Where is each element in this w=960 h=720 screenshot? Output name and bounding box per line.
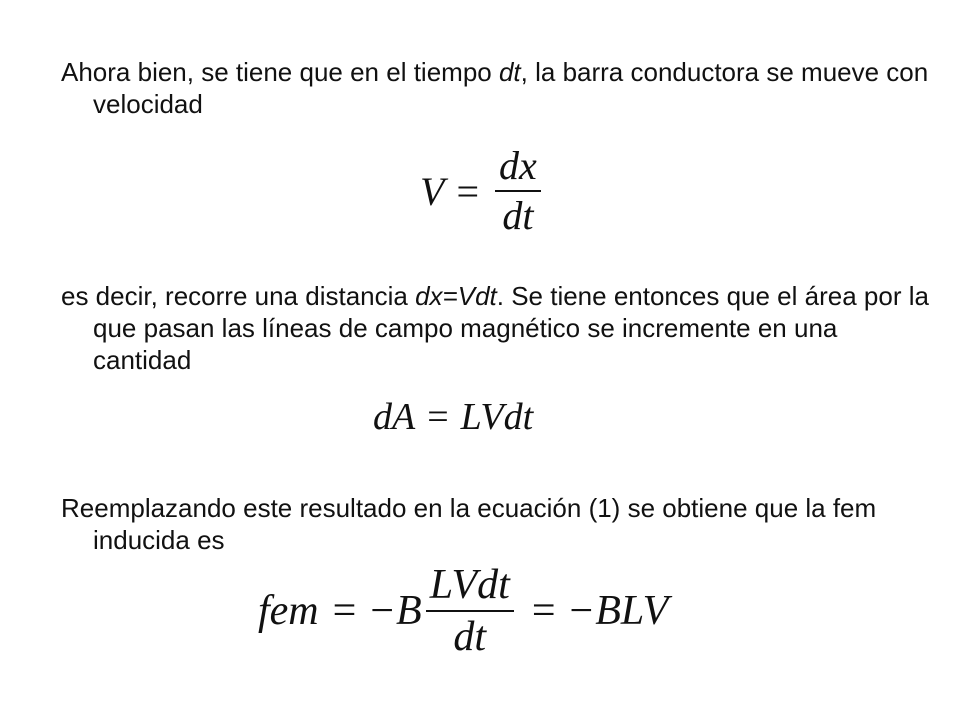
equation-coefficient: B — [396, 588, 422, 634]
equation-emf — [258, 560, 668, 662]
paragraph-text: Reemplazando este resultado en la ecuación (1) se obtiene que la fem inducida es — [61, 493, 877, 555]
paragraph-velocity-intro — [61, 56, 933, 120]
paragraph-text: es decir, recorre una distancia — [61, 281, 416, 311]
equals-sign: = — [456, 168, 479, 214]
equation-rhs: LVdt — [460, 396, 534, 438]
fraction-numerator: dx — [499, 143, 537, 188]
equation-lhs: fem — [258, 588, 319, 634]
equation-area — [373, 395, 533, 439]
minus-sign: − — [370, 588, 395, 634]
fraction-denominator: dt — [453, 614, 487, 660]
paragraph-emphasis: dx=Vdt — [415, 281, 497, 311]
fraction — [495, 143, 541, 238]
equals-sign: = — [427, 396, 449, 438]
equation-lhs: V — [420, 168, 445, 214]
equation-velocity — [420, 143, 545, 238]
paragraph-emf-result — [61, 492, 933, 556]
paragraph-area-change — [61, 280, 933, 376]
equation-rhs: BLV — [595, 588, 669, 634]
equals-sign: = — [332, 588, 357, 634]
paragraph-text: , la barra conductora se mueve con velocidad — [93, 57, 929, 119]
fraction-numerator: LVdt — [429, 562, 510, 608]
fraction-denominator: dt — [502, 193, 534, 238]
fraction-bar — [495, 190, 541, 192]
paragraph-emphasis: dt — [498, 57, 521, 87]
paragraph-text: . Se tiene entonces que el área por la que pasan las líneas de campo magnético se incremente en una cantidad — [93, 281, 929, 375]
fraction — [426, 564, 514, 658]
equals-sign: = — [531, 588, 556, 634]
paragraph-text: Ahora bien, se tiene que en el tiempo — [61, 57, 499, 87]
fraction-bar — [426, 610, 514, 612]
minus-sign: − — [569, 588, 594, 634]
equation-lhs: dA — [373, 396, 416, 438]
